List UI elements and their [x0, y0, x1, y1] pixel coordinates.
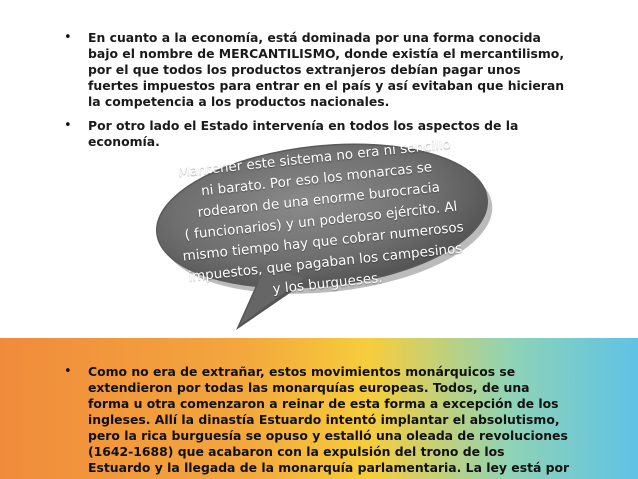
bullet-text: Por otro lado el Estado intervenía en todos los aspectos de la economía. [88, 118, 519, 149]
bullet-icon: • [64, 364, 72, 379]
bullet-text: En cuanto a la economía, está dominada por una forma conocida bajo el nombre de MERCANTILISMO, donde existía el mercantilismo, por el que todos los productos extranjeros debían pagar unos fuertes impuestos para entrar en el país y así evitaban que hicieran la competencia a los productos nacionales. [88, 30, 565, 109]
callout-text: Mantener este sistema no era ni sencillo ni barato. Por eso los monarcas se rodearon de una enorme burocracia ( funcionarios) y un poderoso ejército. Al mismo tiempo hay que cobrar numerosos impuestos, que pagaban los campesinos y los burgueses. [177, 136, 465, 298]
bullet-text: Como no era de extrañar, estos movimientos monárquicos se extendieron por todas las monarquías europeas. Todos, de una forma u otra comenzaron a reinar de esta forma a excepción de los ingleses. Allí la dinastía Estuardo intentó implantar el absolutismo, pero la rica burguesía se opuso y estalló una oleada de revoluciones (1642-1688) que acabaron con la expulsión del trono de los Estuardo y la llegada de la monarquía parlamentaria. La ley está por [88, 364, 570, 475]
bullet-icon: • [64, 30, 72, 45]
bullet-icon: • [64, 118, 72, 133]
